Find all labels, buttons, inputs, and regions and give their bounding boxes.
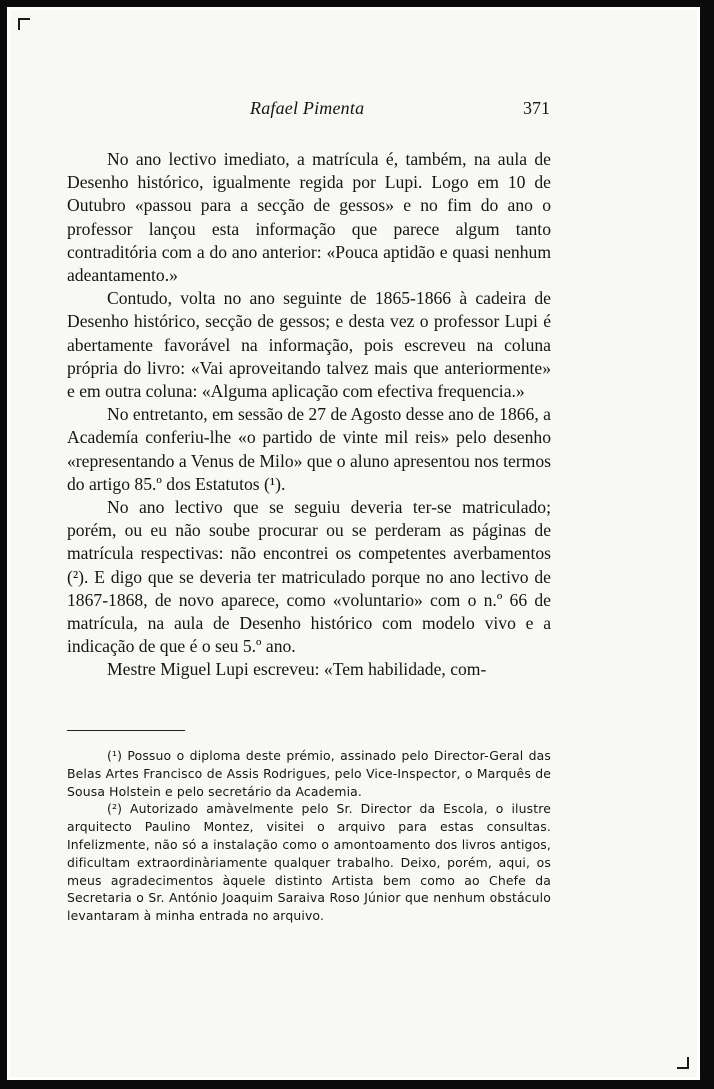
paragraph: Mestre Miguel Lupi escreveu: «Tem habilidade, com- <box>107 659 487 680</box>
footnote-separator <box>67 730 185 731</box>
frame-corner-top-left <box>18 18 30 30</box>
body-text <box>67 148 551 682</box>
paragraph: No ano lectivo que se seguiu deveria ter-se matriculado; porém, ou eu não soube procurar ou se perderam as páginas de matrícula respectivas: não encontrei os competentes averbamentos (²). E digo que se deveria ter matriculado porque no ano lectivo de 1867-1868, de novo aparece, como «voluntario» com o n.º 66 de matrícula, na aula de Desenho histórico com modelo vivo e a indicação de que é o seu 5.º ano. <box>67 497 551 657</box>
page-header <box>100 98 550 126</box>
footnotes <box>67 747 551 925</box>
frame-corner-bottom-right <box>677 1057 689 1069</box>
running-head: Rafael Pimenta <box>250 98 365 118</box>
page-number: 371 <box>523 98 550 118</box>
book-page <box>7 7 700 1080</box>
paragraph: Contudo, volta no ano seguinte de 1865-1866 à cadeira de Desenho histórico, secção de gessos; e desta vez o professor Lupi é abertamente favorável na informação, pois escreveu na coluna própria do livro: «Vai aproveitando talvez mais que anteriormente» e em outra coluna: «Alguma aplicação com efectiva frequencia.» <box>67 288 551 402</box>
footnote: (²) Autorizado amàvelmente pelo Sr. Director da Escola, o ilustre arquitecto Paulino Montez, visitei o arquivo para estas consultas. Infelizmente, não só a instalação como o amontoamento dos livros antigos, dificultam extraordinàriamente qualquer trabalho. Deixo, porém, aqui, os meus agradecimentos àquele distinto Artista bem como ao Chefe da Secretaria o Sr. António Joaquim Saraiva Roso Júnior que nenhum obstáculo levantaram à minha entrada no arquivo. <box>67 801 551 924</box>
paragraph: No entretanto, em sessão de 27 de Agosto desse ano de 1866, a Academía conferiu-lhe «o partido de vinte mil reis» pelo desenho «representando a Venus de Milo» que o aluno apresentou nos termos do artigo 85.º dos Estatutos (¹). <box>67 404 551 494</box>
footnote: (¹) Possuo o diploma deste prémio, assinado pelo Director-Geral das Belas Artes Francisco de Assis Rodrigues, pelo Vice-Inspector, o Marquês de Sousa Holstein e pelo secretário da Academia. <box>67 748 551 799</box>
paragraph: No ano lectivo imediato, a matrícula é, também, na aula de Desenho histórico, igualmente regida por Lupi. Logo em 10 de Outubro «passou para a secção de gessos» e no fim do ano o professor lançou esta informação que parece algum tanto contraditória com a do ano anterior: «Pouca aptidão e quasi nenhum adeantamento.» <box>67 149 551 286</box>
